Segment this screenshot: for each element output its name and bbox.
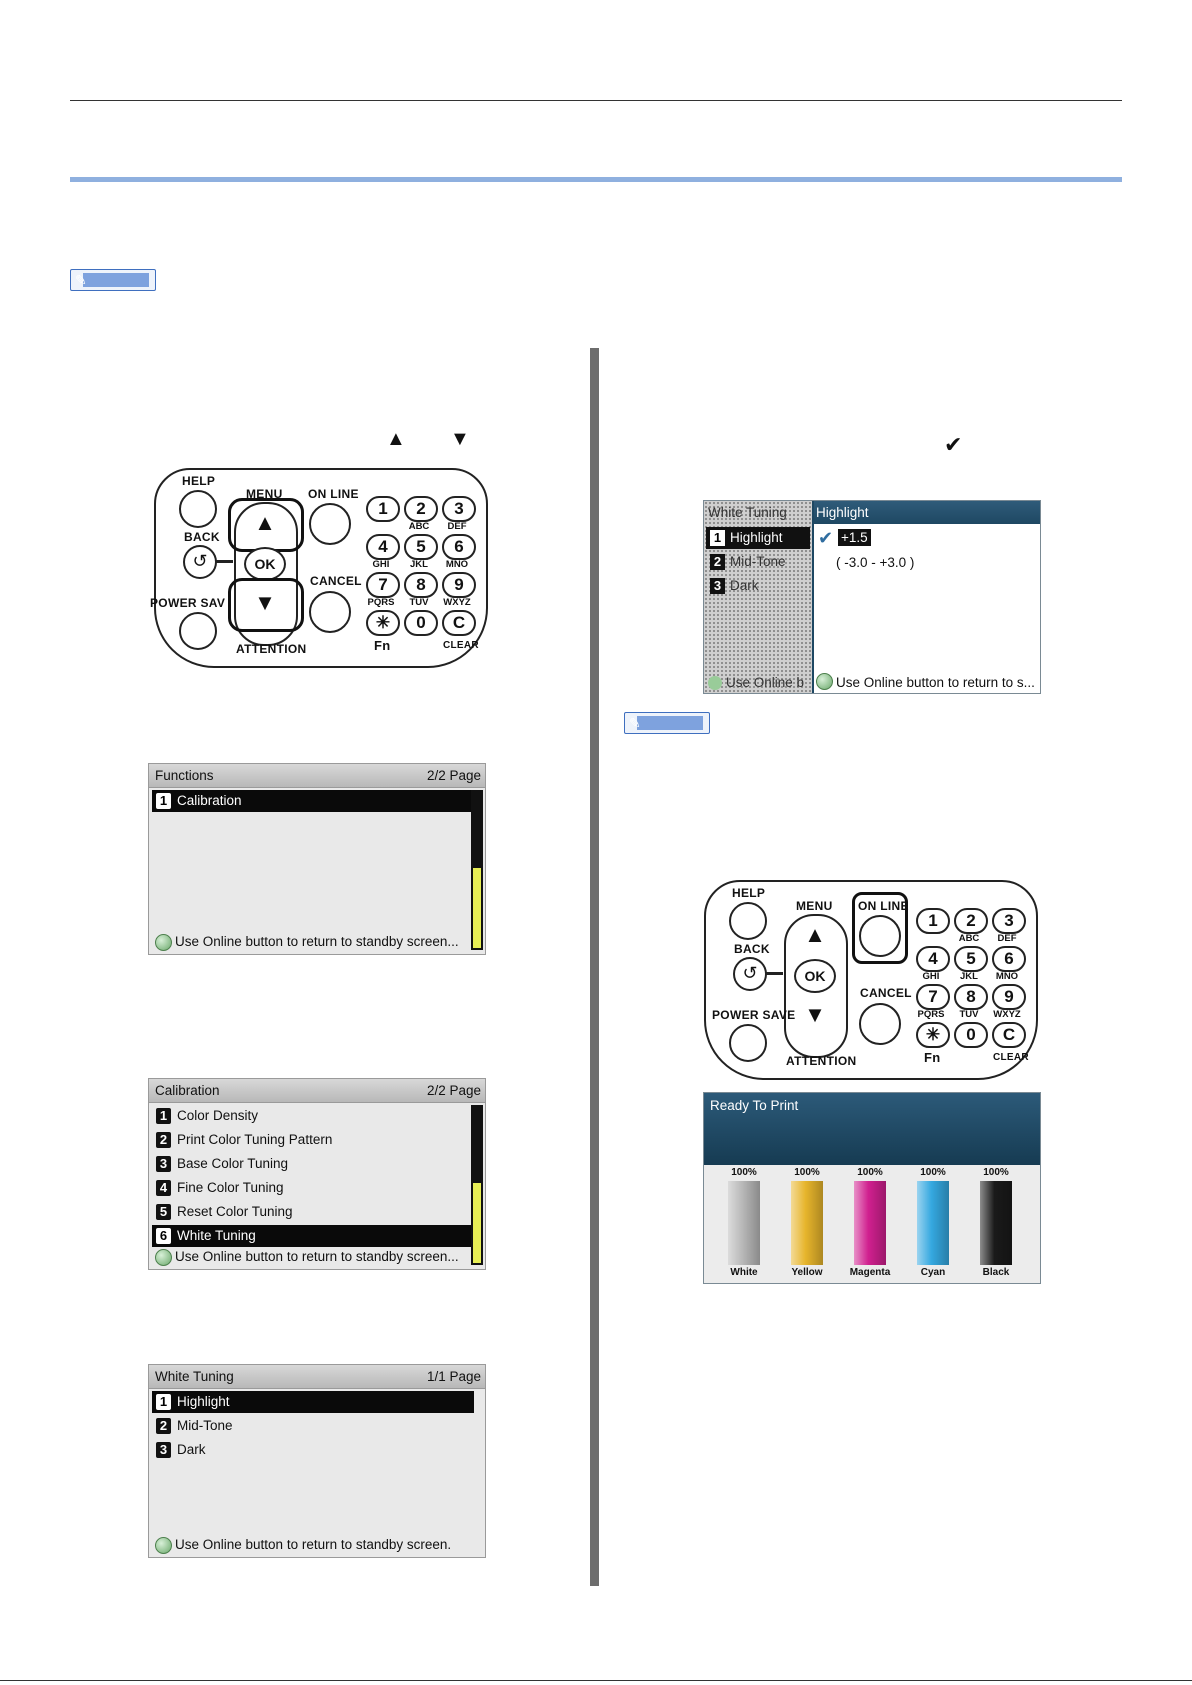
footer-text: Use Online button to return to standby screen...: [175, 934, 459, 949]
key-5-letters: JKL: [410, 559, 428, 570]
fn-label: Fn: [374, 638, 391, 653]
item-label: Mid-Tone: [730, 554, 786, 569]
scrollbar-thumb[interactable]: [473, 1183, 481, 1263]
key-3[interactable]: 3: [442, 496, 476, 522]
clear-label: CLEAR: [443, 640, 479, 651]
key-8[interactable]: 8: [954, 984, 988, 1010]
cancel-label: CANCEL: [860, 986, 912, 1000]
menu-item-fine-color-tuning[interactable]: [152, 1177, 472, 1199]
cancel-label: CANCEL: [310, 574, 362, 588]
key-9[interactable]: 9: [992, 984, 1026, 1010]
down-arrow-icon: ▼: [804, 1002, 826, 1027]
menu-item-mid-tone[interactable]: [152, 1415, 474, 1437]
menu-item-calibration[interactable]: [152, 790, 472, 812]
footer-rule: [0, 1680, 1192, 1681]
toner-gauge-4: [980, 1181, 1012, 1265]
lcd-page: 2/2 Page: [426, 768, 481, 783]
key-4-letters: GHI: [372, 559, 390, 570]
item-number: 4: [156, 1180, 171, 1196]
key-3[interactable]: 3: [992, 908, 1026, 934]
toner-level-0: 100%: [731, 1167, 757, 1178]
lcd-header: [149, 764, 485, 788]
online-indicator-icon: [155, 1537, 172, 1554]
key-3-letters: DEF: [997, 933, 1017, 944]
item-label: Mid-Tone: [177, 1418, 233, 1433]
background-menu-title: White Tuning: [708, 505, 787, 520]
back-ok-connector: [765, 972, 783, 975]
ok-button[interactable]: OK: [794, 959, 836, 993]
operator-panel: [704, 880, 1038, 1080]
item-number: 1: [710, 530, 725, 546]
power-save-label: POWER SAVE: [712, 1008, 796, 1022]
online-button[interactable]: [859, 915, 901, 957]
memo-tag-fill: [83, 273, 149, 287]
item-number: 1: [156, 1394, 171, 1410]
footer-text: Use Online button to return to standby screen.: [175, 1537, 452, 1552]
item-label: Base Color Tuning: [177, 1156, 289, 1171]
key-5[interactable]: 5: [404, 534, 438, 560]
operator-panel: [150, 468, 488, 668]
status-title: Ready To Print: [710, 1098, 799, 1113]
check-icon: ✔: [818, 528, 834, 548]
background-menu-panel: [704, 501, 812, 693]
item-number: 2: [156, 1132, 171, 1148]
up-button[interactable]: [236, 502, 294, 544]
item-label: Highlight: [730, 530, 783, 545]
scrollbar[interactable]: [471, 790, 483, 950]
status-header: [704, 1093, 1040, 1165]
highlight-range: ( -3.0 - +3.0 ): [836, 555, 915, 570]
clear-label: CLEAR: [993, 1052, 1029, 1063]
up-arrow-icon: ▲: [804, 922, 826, 947]
key-4[interactable]: 4: [366, 534, 400, 560]
menu-item-reset-color-tuning[interactable]: [152, 1201, 472, 1223]
attention-label: ATTENTION: [236, 642, 307, 656]
lcd-functions-screen: [148, 763, 486, 955]
back-label: BACK: [734, 942, 770, 956]
key-2[interactable]: 2: [954, 908, 988, 934]
key-4-letters: GHI: [922, 971, 940, 982]
background-menu-item-dark: [706, 575, 810, 597]
highlight-header: [814, 501, 1041, 524]
online-label: ON LINE: [308, 487, 359, 501]
memo-tag: [70, 269, 156, 291]
item-number: 1: [156, 1108, 171, 1124]
power-save-button[interactable]: [729, 1024, 767, 1062]
cancel-button[interactable]: [859, 1003, 901, 1045]
key-8-letters: TUV: [959, 1009, 979, 1020]
menu-item-color-density[interactable]: [152, 1105, 472, 1127]
menu-item-highlight[interactable]: [152, 1391, 474, 1413]
help-button[interactable]: [179, 490, 217, 528]
back-ok-connector: [215, 560, 233, 563]
up-arrow-icon: ▲: [386, 428, 406, 450]
item-number: 2: [710, 554, 725, 570]
toner-name-3: Cyan: [920, 1267, 946, 1278]
lcd-white-tuning-screen: [148, 1364, 486, 1558]
help-label: HELP: [732, 886, 766, 900]
key-7-letters: PQRS: [917, 1009, 945, 1020]
key-6[interactable]: 6: [992, 946, 1026, 972]
lcd-highlight-screen: [703, 500, 1041, 694]
toner-level-3: 100%: [920, 1167, 946, 1178]
lcd-header: [149, 1079, 485, 1103]
key-2-letters: ABC: [408, 521, 430, 532]
key-clear[interactable]: C: [442, 610, 476, 636]
toner-name-0: White: [730, 1267, 758, 1278]
lcd-header: [149, 1365, 485, 1389]
back-arrow-icon: ↺: [192, 551, 208, 571]
key-1[interactable]: 1: [916, 908, 950, 934]
key-7[interactable]: 7: [366, 572, 400, 598]
back-button[interactable]: [183, 545, 217, 579]
item-label: Dark: [177, 1442, 206, 1457]
column-divider: [590, 348, 599, 1586]
item-number: 3: [156, 1156, 171, 1172]
pencil-icon: ✎: [75, 272, 87, 288]
key-2-letters: ABC: [958, 933, 980, 944]
key-9-letters: WXYZ: [993, 1009, 1021, 1020]
online-button[interactable]: [309, 503, 351, 545]
item-label: Fine Color Tuning: [177, 1180, 284, 1195]
item-label: White Tuning: [177, 1228, 256, 1243]
key-3-letters: DEF: [447, 521, 467, 532]
menu-label: MENU: [246, 487, 283, 501]
toner-gauge-0: [728, 1181, 760, 1265]
key-2[interactable]: 2: [404, 496, 438, 522]
item-label: Reset Color Tuning: [177, 1204, 293, 1219]
key-0[interactable]: 0: [954, 1022, 988, 1048]
section-title-rule: [70, 177, 1122, 182]
fn-label: Fn: [924, 1050, 941, 1065]
key-9[interactable]: 9: [442, 572, 476, 598]
toner-name-4: Black: [982, 1267, 1010, 1278]
highlight-panel: [812, 501, 1041, 693]
scrollbar-thumb[interactable]: [473, 868, 481, 948]
item-number: 1: [156, 793, 171, 809]
key-9-letters: WXYZ: [443, 597, 471, 608]
ok-button[interactable]: OK: [244, 547, 286, 581]
item-number: 3: [710, 578, 725, 594]
highlight-title: Highlight: [816, 505, 869, 520]
highlight-value[interactable]: +1.5: [838, 529, 871, 546]
key-5[interactable]: 5: [954, 946, 988, 972]
menu-item-white-tuning[interactable]: [152, 1225, 472, 1247]
key-0[interactable]: 0: [404, 610, 438, 636]
back-button[interactable]: [733, 957, 767, 991]
back-label: BACK: [184, 530, 220, 544]
item-number: 5: [156, 1204, 171, 1220]
back-arrow-icon: ↺: [742, 963, 758, 983]
attention-label: ATTENTION: [786, 1054, 857, 1068]
item-label: Calibration: [177, 793, 242, 808]
background-menu-item-highlight: [706, 527, 810, 549]
lcd-page: 2/2 Page: [426, 1083, 481, 1098]
key-5-letters: JKL: [960, 971, 978, 982]
up-button[interactable]: [786, 914, 844, 956]
footer-text: Use Online button to return to standby screen...: [175, 1249, 459, 1264]
header-rule: [70, 100, 1122, 101]
key-6-letters: MNO: [995, 971, 1019, 982]
help-button[interactable]: [729, 902, 767, 940]
item-number: 2: [156, 1418, 171, 1434]
lcd-ready-to-print-screen: [703, 1092, 1041, 1284]
menu-item-print-color-tuning-pattern[interactable]: [152, 1129, 472, 1151]
toner-gauge-3: [917, 1181, 949, 1265]
toner-gauge-2: [854, 1181, 886, 1265]
key-fn[interactable]: ✳: [916, 1022, 950, 1048]
up-arrow-icon: ▲: [254, 510, 276, 535]
toner-gauge-1: [791, 1181, 823, 1265]
power-save-button[interactable]: [179, 612, 217, 650]
lcd-title: Functions: [155, 768, 214, 783]
item-label: Print Color Tuning Pattern: [177, 1132, 333, 1147]
key-8[interactable]: 8: [404, 572, 438, 598]
key-6[interactable]: 6: [442, 534, 476, 560]
item-label: Dark: [730, 578, 759, 593]
background-footer-text: Use Online b: [726, 675, 805, 690]
down-arrow-icon: ▼: [254, 590, 276, 615]
lcd-title: White Tuning: [155, 1369, 234, 1384]
online-indicator-icon: [155, 934, 172, 951]
lcd-calibration-screen: [148, 1078, 486, 1270]
key-fn[interactable]: ✳: [366, 610, 400, 636]
menu-label: MENU: [796, 899, 833, 913]
pencil-icon: ✎: [629, 715, 641, 731]
key-6-letters: MNO: [445, 559, 469, 570]
item-label: Highlight: [177, 1394, 230, 1409]
toner-level-4: 100%: [983, 1167, 1009, 1178]
toner-name-1: Yellow: [791, 1267, 823, 1278]
key-4[interactable]: 4: [916, 946, 950, 972]
item-number: 3: [156, 1442, 171, 1458]
background-menu-item-mid-tone: [706, 551, 810, 573]
cancel-button[interactable]: [309, 591, 351, 633]
menu-item-base-color-tuning[interactable]: [152, 1153, 472, 1175]
lcd-title: Calibration: [155, 1083, 220, 1098]
key-7-letters: PQRS: [367, 597, 395, 608]
online-label: ON LINE: [858, 899, 909, 913]
key-8-letters: TUV: [409, 597, 429, 608]
toner-level-1: 100%: [794, 1167, 820, 1178]
scrollbar[interactable]: [471, 1105, 483, 1265]
power-save-label: POWER SAV: [150, 596, 226, 610]
toner-level-2: 100%: [857, 1167, 883, 1178]
key-clear[interactable]: C: [992, 1022, 1026, 1048]
lcd-page: 1/1 Page: [426, 1369, 481, 1384]
toner-name-2: Magenta: [849, 1267, 891, 1278]
online-indicator-icon: [155, 1249, 172, 1266]
key-7[interactable]: 7: [916, 984, 950, 1010]
online-indicator-icon: [708, 676, 722, 690]
menu-item-dark[interactable]: [152, 1439, 474, 1461]
down-button[interactable]: [236, 582, 294, 624]
checkmark-icon: ✔: [944, 432, 963, 457]
memo-tag: [624, 712, 710, 734]
highlight-footer-text: Use Online button to return to s...: [836, 675, 1035, 690]
item-number: 6: [156, 1228, 171, 1244]
online-indicator-icon: [816, 673, 833, 690]
memo-tag-fill: [637, 716, 703, 730]
help-label: HELP: [182, 474, 216, 488]
item-label: Color Density: [177, 1108, 259, 1123]
key-1[interactable]: 1: [366, 496, 400, 522]
down-arrow-icon: ▼: [450, 428, 470, 450]
